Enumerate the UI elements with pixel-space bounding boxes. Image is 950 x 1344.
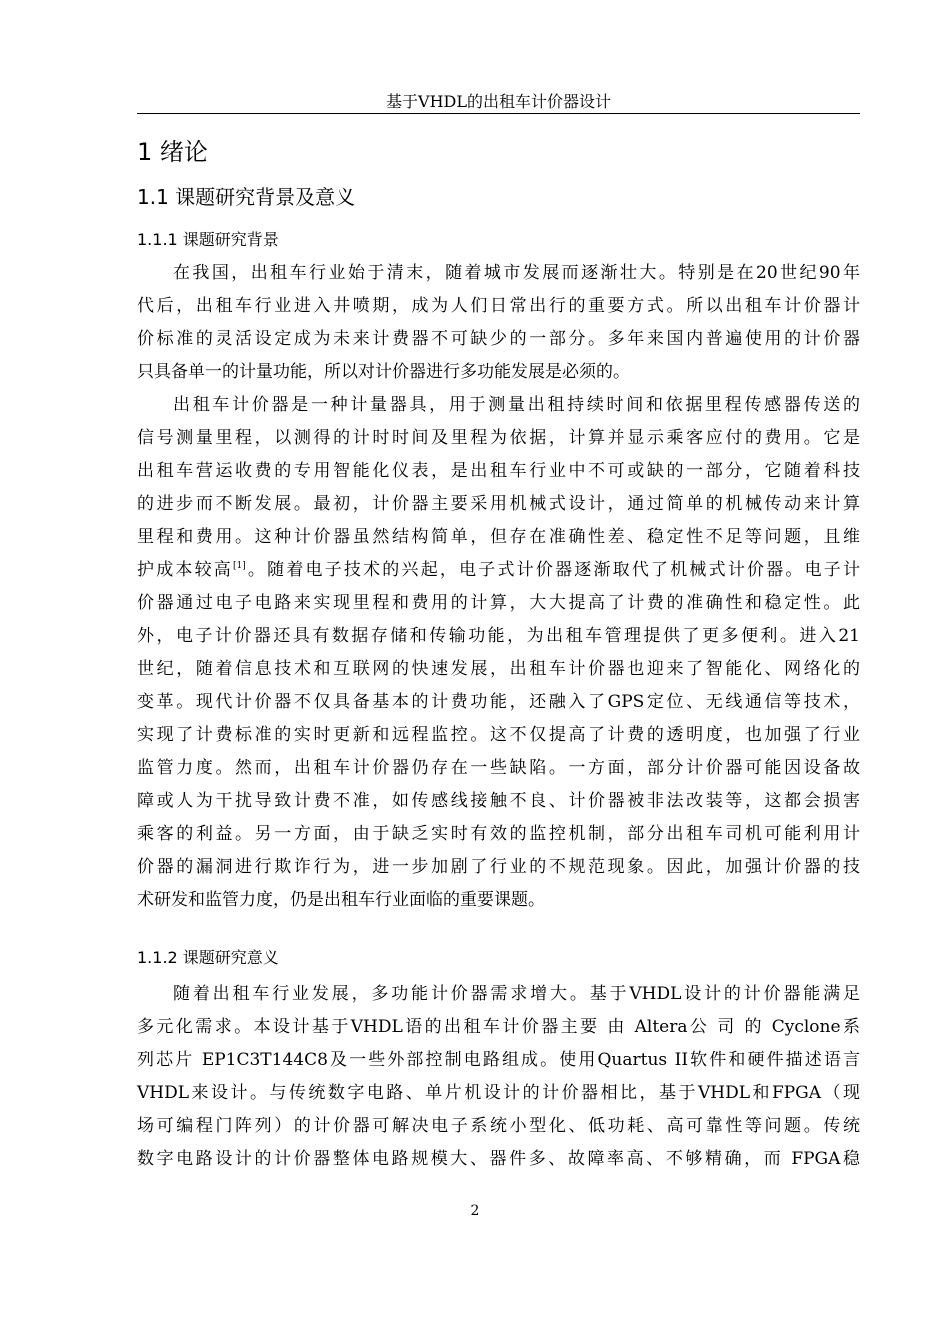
paragraph-line: 场可编程门阵列）的计价器可解决电子系统小型化、低功耗、高可靠性等问题。传统: [137, 1116, 860, 1136]
paragraph-line: 数字电路设计的计价器整体电路规模大、器件多、故障率高、不够精确，而 FPGA稳: [137, 1149, 860, 1169]
chapter-title: 1 绪论: [137, 138, 208, 166]
paragraph-line: 实现了计费标准的实时更新和远程监控。这不仅提高了计费的透明度，也加强了行业: [137, 725, 860, 745]
paragraph-line: 术研发和监管力度，仍是出租车行业面临的重要课题。: [137, 890, 545, 910]
paragraph-line: 只具备单一的计量功能，所以对计价器进行多功能发展是必须的。: [137, 362, 630, 382]
paragraph-line: 随着出租车行业发展，多功能计价器需求增大。基于VHDL设计的计价器能满足: [173, 984, 860, 1004]
page-number: 2: [470, 1203, 480, 1219]
paragraph-line: 价器的漏洞进行欺诈行为，进一步加剧了行业的不规范现象。因此，加强计价器的技: [137, 857, 860, 877]
subsection-title-background: 1.1.1 课题研究背景: [137, 230, 279, 249]
paragraph-line: 列芯片 EP1C3T144C8及一些外部控制电路组成。使用Quartus II软件和硬件描述语言: [137, 1050, 860, 1070]
paragraph-line: 代后，出租车行业进入井喷期，成为人们日常出行的重要方式。所以出租车计价器计: [137, 296, 860, 316]
paragraph-line: 价标准的灵活设定成为未来计费器不可缺少的一部分。多年来国内普遍使用的计价器: [137, 329, 860, 349]
citation-marker: [1]: [232, 561, 246, 571]
section-title: 1.1 课题研究背景及意义: [137, 185, 356, 209]
paragraph-line: 外，电子计价器还具有数据存储和传输功能，为出租车管理提供了更多便利。进入21: [137, 626, 860, 646]
running-header: 基于VHDL的出租车计价器设计: [137, 92, 860, 114]
paragraph-line: 多元化需求。本设计基于VHDL语的出租车计价器主要 由 Altera公 司 的 Cyclone系: [137, 1017, 860, 1037]
paragraph-line: 监管力度。然而，出租车计价器仍存在一些缺陷。一方面，部分计价器可能因设备故: [137, 758, 860, 778]
paragraph-text: 护成本较高: [137, 560, 233, 580]
paragraph-line-with-citation: [137, 556, 860, 584]
paragraph-line: 的进步而不断发展。最初，计价器主要采用机械式设计，通过简单的机械传动来计算: [137, 494, 860, 514]
paragraph-line: 世纪，随着信息技术和互联网的快速发展，出租车计价器也迎来了智能化、网络化的: [137, 659, 860, 679]
paragraph-line: 出租车营运收费的专用智能化仪表，是出租车行业中不可或缺的一部分，它随着科技: [137, 461, 860, 481]
paragraph-line: 在我国，出租车行业始于清末，随着城市发展而逐渐壮大。特别是在20世纪90年: [173, 263, 860, 283]
paragraph-line: 信号测量里程，以测得的计时时间及里程为依据，计算并显示乘客应付的费用。它是: [137, 428, 860, 448]
paragraph-line: VHDL来设计。与传统数字电路、单片机设计的计价器相比，基于VHDL和FPGA（现: [137, 1083, 860, 1103]
paragraph-line: 障或人为干扰导致计费不准，如传感线接触不良、计价器被非法改装等，这都会损害: [137, 791, 860, 811]
paragraph-line: 价器通过电子电路来实现里程和费用的计算，大大提高了计费的准确性和稳定性。此: [137, 593, 860, 613]
paragraph-line: 里程和费用。这种计价器虽然结构简单，但存在准确性差、稳定性不足等问题，且维: [137, 527, 860, 547]
subsection-title-significance: 1.1.2 课题研究意义: [137, 948, 279, 967]
paragraph-line: 变革。现代计价器不仅具备基本的计费功能，还融入了GPS定位、无线通信等技术，: [137, 692, 860, 712]
paragraph-line: 乘客的利益。另一方面，由于缺乏实时有效的监控机制，部分出租车司机可能利用计: [137, 824, 860, 844]
paragraph-line: 出租车计价器是一种计量器具，用于测量出租持续时间和依据里程传感器传送的: [173, 395, 860, 415]
paragraph-text: 。随着电子技术的兴起，电子式计价器逐渐取代了机械式计价器。电子计: [245, 560, 861, 580]
